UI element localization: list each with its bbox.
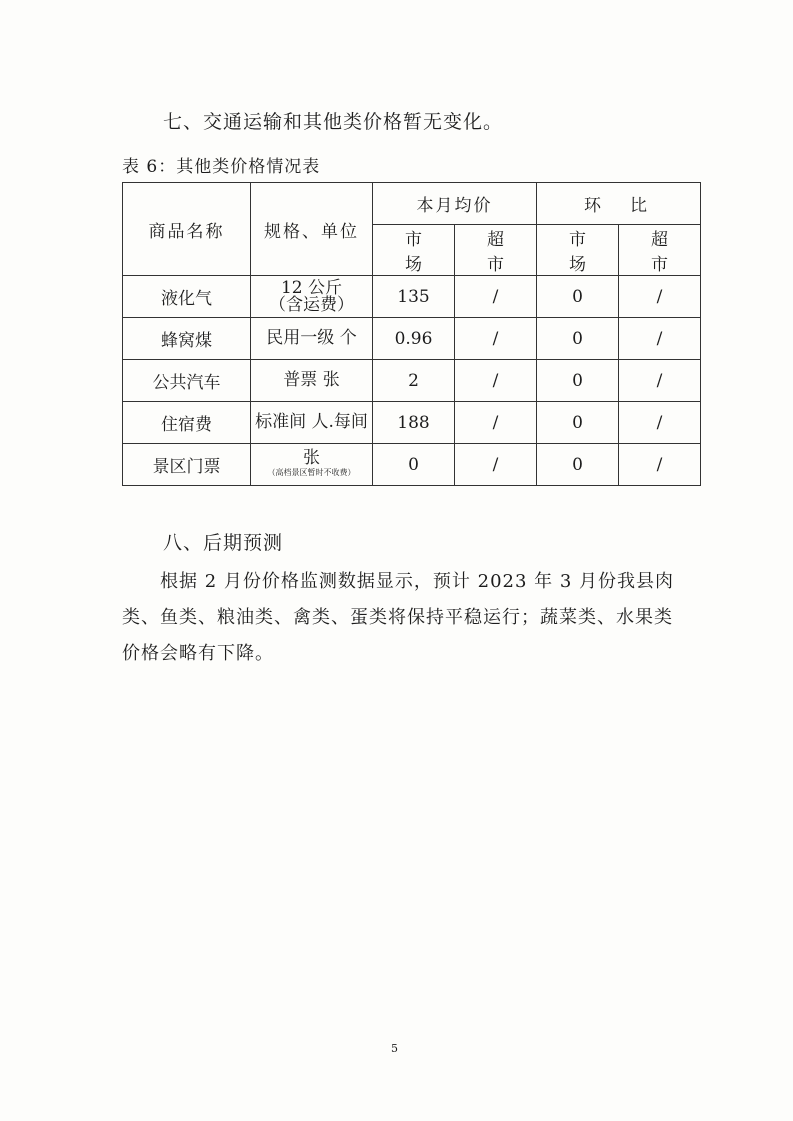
row-market: 135 [373, 276, 455, 318]
header-spec: 规格、单位 [251, 183, 373, 276]
row-mom-super: / [619, 318, 701, 360]
row-spec [251, 276, 373, 318]
row-mom-market: 0 [537, 402, 619, 444]
row-market: 2 [373, 360, 455, 402]
row-market: 188 [373, 402, 455, 444]
page-number: 5 [391, 1042, 398, 1055]
row-spec-sub: （含运费） [269, 294, 354, 315]
header-month-on-month: 环 比 [537, 183, 701, 225]
row-mom-super: / [619, 444, 701, 486]
section8-title: 八、后期预测 [163, 532, 284, 554]
row-mom-super: / [619, 360, 701, 402]
row-super: / [455, 360, 537, 402]
row-name: 液化气 [123, 276, 251, 318]
table-row [123, 444, 701, 486]
subheader-market: 市 场 [373, 225, 455, 276]
row-mom-super: / [619, 402, 701, 444]
row-super: / [455, 276, 537, 318]
subheader-mom-market: 市 场 [537, 225, 619, 276]
row-market: 0 [373, 444, 455, 486]
table-row [123, 402, 701, 444]
section8-body: 根据 2 月份价格监测数据显示，预计 2023 年 3 月份我县肉类、鱼类、粮油类、禽类、蛋类将保持平稳运行；蔬菜类、水果类价格会略有下降。 [122, 571, 675, 664]
row-name: 蜂窝煤 [123, 318, 251, 360]
row-market: 0.96 [373, 318, 455, 360]
row-mom-super: / [619, 276, 701, 318]
header-name: 商品名称 [123, 183, 251, 276]
table-row [123, 318, 701, 360]
row-mom-market: 0 [537, 276, 619, 318]
table-row [123, 276, 701, 318]
row-name: 公共汽车 [123, 360, 251, 402]
row-spec-note: （高档景区暂时不收费） [267, 468, 356, 477]
row-name: 住宿费 [123, 402, 251, 444]
row-super: / [455, 318, 537, 360]
header-avg-price: 本月均价 [373, 183, 537, 225]
row-spec: 标准间 人.每间 [251, 402, 373, 444]
row-spec [251, 444, 373, 486]
subheader-mom-supermarket: 超 市 [619, 225, 701, 276]
row-super: / [455, 444, 537, 486]
row-spec-main: 张 [303, 448, 320, 468]
row-mom-market: 0 [537, 360, 619, 402]
table-caption: 表 6：其他类价格情况表 [122, 157, 321, 177]
section7-title: 七、交通运输和其他类价格暂无变化。 [163, 111, 504, 133]
row-mom-market: 0 [537, 318, 619, 360]
row-spec: 民用一级 个 [251, 318, 373, 360]
row-spec: 普票 张 [251, 360, 373, 402]
table-row [123, 360, 701, 402]
row-super: / [455, 402, 537, 444]
row-mom-market: 0 [537, 444, 619, 486]
row-spec-main: 12 公斤 [280, 277, 343, 298]
subheader-supermarket: 超 市 [455, 225, 537, 276]
other-prices-table [122, 182, 701, 486]
row-name: 景区门票 [123, 444, 251, 486]
